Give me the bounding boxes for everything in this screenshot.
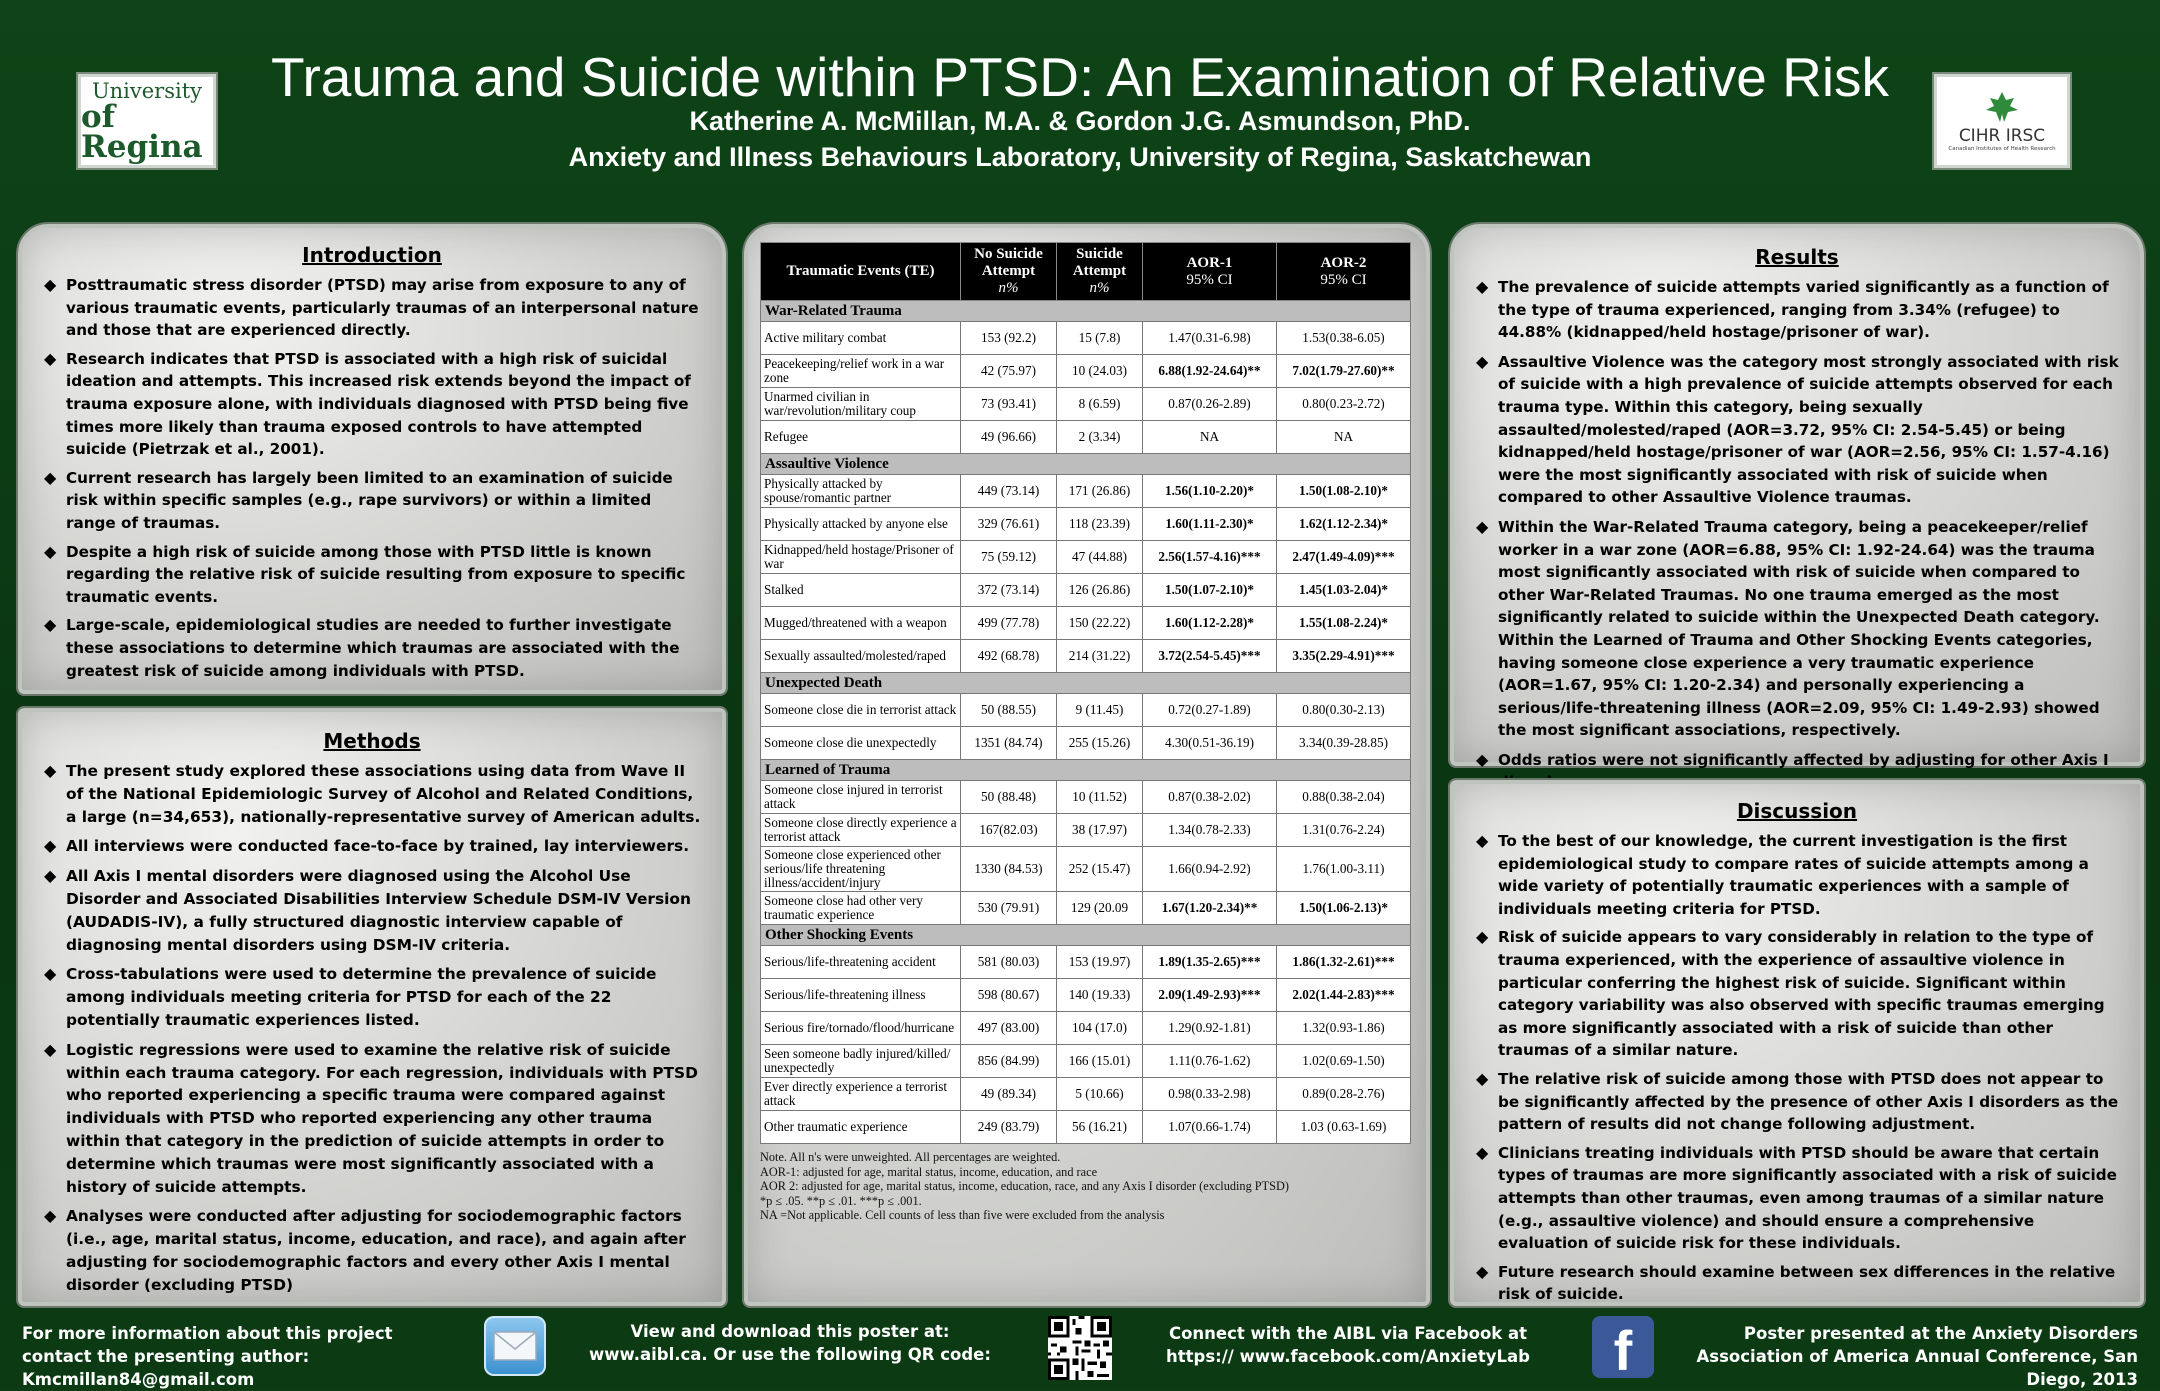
bullet-text: Research indicates that PTSD is associated with a high risk of suicidal ideation and attempts. This increased risk extends beyond the impact of trauma exposure alone, with individuals diagnosed with PTSD being five times more likely than trauma exposed controls to have attempted suicide (Pietrzak et al., 2001). xyxy=(66,349,691,459)
header-aor1-label: AOR-1 xyxy=(1186,254,1233,271)
cell-no-attempt: 329 (76.61) xyxy=(961,508,1057,541)
trauma-table xyxy=(760,242,1411,1144)
cell-aor1: 1.11(0.76-1.62) xyxy=(1143,1045,1277,1078)
cell-no-attempt: 249 (83.79) xyxy=(961,1111,1057,1144)
diamond-bullet-icon: ◆ xyxy=(44,866,57,886)
cell-aor1: 1.60(1.12-2.28)* xyxy=(1143,607,1277,640)
table-row xyxy=(761,727,1411,760)
bullet-item xyxy=(1476,1142,2120,1255)
cell-aor1: 0.87(0.38-2.02) xyxy=(1143,781,1277,814)
header-aor2-sub: 95% CI xyxy=(1320,271,1367,288)
cell-aor2: 1.45(1.03-2.04)* xyxy=(1277,574,1411,607)
cihr-logo xyxy=(1934,74,2070,168)
cell-attempt: 8 (6.59) xyxy=(1057,388,1143,421)
cell-no-attempt: 372 (73.14) xyxy=(961,574,1057,607)
footer-presented: Poster presented at the Anxiety Disorders Association of America Annual Conference, San Diego, 2013 xyxy=(1696,1324,2138,1389)
cell-te: Physically attacked by spouse/romantic partner xyxy=(761,475,961,508)
diamond-bullet-icon: ◆ xyxy=(1476,927,1489,947)
bullet-item xyxy=(44,865,702,956)
category-label: Assaultive Violence xyxy=(761,454,1411,475)
table-row xyxy=(761,508,1411,541)
cell-no-attempt: 50 (88.55) xyxy=(961,694,1057,727)
cell-aor1: 1.56(1.10-2.20)* xyxy=(1143,475,1277,508)
bullet-text: Current research has largely been limited to an examination of suicide risk within specific samples (e.g., rape survivors) or within a limited range of traumas. xyxy=(66,468,673,532)
cell-aor2: 0.80(0.23-2.72) xyxy=(1277,388,1411,421)
cell-te: Other traumatic experience xyxy=(761,1111,961,1144)
bullet-text: Logistic regressions were used to examine the relative risk of suicide within each trauma category. For each regression, individuals with PTSD who reported experiencing a specific trauma were compared against individuals with PTSD who reported experiencing any other trauma within that category in the prediction of suicide attempts in order to determine which traumas were most significantly associated with a history of suicide attempts. xyxy=(66,1040,698,1196)
cell-attempt: 5 (10.66) xyxy=(1057,1078,1143,1111)
table-row xyxy=(761,694,1411,727)
cell-no-attempt: 73 (93.41) xyxy=(961,388,1057,421)
bullet-item xyxy=(44,348,702,461)
bullet-item xyxy=(44,614,702,682)
cell-te: Physically attacked by anyone else xyxy=(761,508,961,541)
cell-aor2: 7.02(1.79-27.60)** xyxy=(1277,355,1411,388)
cell-aor1: 0.87(0.26-2.89) xyxy=(1143,388,1277,421)
cell-aor1: 1.29(0.92-1.81) xyxy=(1143,1012,1277,1045)
table-row xyxy=(761,355,1411,388)
methods-list xyxy=(22,760,722,1297)
bullet-item xyxy=(44,1039,702,1199)
cell-aor1: 1.07(0.66-1.74) xyxy=(1143,1111,1277,1144)
cell-aor2: 1.55(1.08-2.24)* xyxy=(1277,607,1411,640)
cell-te: Seen someone badly injured/killed/ unexpectedly xyxy=(761,1045,961,1078)
cell-aor1: 1.67(1.20-2.34)** xyxy=(1143,892,1277,925)
bullet-item xyxy=(1476,926,2120,1062)
leaf-icon xyxy=(1982,90,2022,124)
table-row xyxy=(761,421,1411,454)
cell-aor1: 1.50(1.07-2.10)* xyxy=(1143,574,1277,607)
cell-aor2: 1.32(0.93-1.86) xyxy=(1277,1012,1411,1045)
header-no-attempt-label: No Suicide Attempt xyxy=(974,246,1043,279)
table-row xyxy=(761,781,1411,814)
header-no-attempt-sub: n% xyxy=(998,280,1019,296)
cell-attempt: 38 (17.97) xyxy=(1057,814,1143,847)
bullet-item xyxy=(1476,1068,2120,1136)
category-label: War-Related Trauma xyxy=(761,301,1411,322)
cell-no-attempt: 49 (96.66) xyxy=(961,421,1057,454)
bullet-text: Large-scale, epidemiological studies are needed to further investigate these associations to determine which traumas are associated with the greatest risk of suicide among individuals with PTSD. xyxy=(66,616,680,680)
cell-aor1: NA xyxy=(1143,421,1277,454)
cell-attempt: 150 (22.22) xyxy=(1057,607,1143,640)
table-row xyxy=(761,388,1411,421)
discussion-list xyxy=(1454,830,2140,1306)
table-header-row xyxy=(761,243,1411,301)
header-aor1-sub: 95% CI xyxy=(1186,271,1233,288)
table-row xyxy=(761,541,1411,574)
cell-aor1: 0.72(0.27-1.89) xyxy=(1143,694,1277,727)
cell-attempt: 47 (44.88) xyxy=(1057,541,1143,574)
table-row xyxy=(761,1012,1411,1045)
cell-no-attempt: 449 (73.14) xyxy=(961,475,1057,508)
diamond-bullet-icon: ◆ xyxy=(1476,516,1489,536)
cell-te: Sexually assaulted/molested/raped xyxy=(761,640,961,673)
introduction-list xyxy=(22,274,722,682)
header-aor2 xyxy=(1277,243,1411,301)
category-row xyxy=(761,454,1411,475)
cell-aor2: 3.34(0.39-28.85) xyxy=(1277,727,1411,760)
cihr-logo-subtext: Canadian Institutes of Health Research xyxy=(1948,146,2056,152)
category-label: Unexpected Death xyxy=(761,673,1411,694)
cell-no-attempt: 598 (80.67) xyxy=(961,979,1057,1012)
diamond-bullet-icon: ◆ xyxy=(1476,1142,1489,1162)
table-row xyxy=(761,814,1411,847)
results-heading: Results xyxy=(1755,245,1839,269)
footer-contact: For more information about this project contact the presenting author: Kmcmillan84@gmail.com xyxy=(22,1324,393,1389)
bullet-text: Clinicians treating individuals with PTSD should be aware that certain types of traumas are more significantly associated with a risk of suicide attempts than other traumas, even among traumas of a similar nature (e.g., assaultive violence) and should ensure a comprehensive evaluation of suicide risk for these individuals. xyxy=(1498,1143,2117,1253)
diamond-bullet-icon: ◆ xyxy=(44,615,57,635)
cell-attempt: 15 (7.8) xyxy=(1057,322,1143,355)
cell-te: Someone close had other very traumatic experience xyxy=(761,892,961,925)
header-aor1 xyxy=(1143,243,1277,301)
cell-te: Stalked xyxy=(761,574,961,607)
cell-aor1: 1.66(0.94-2.92) xyxy=(1143,847,1277,892)
cell-attempt: 140 (19.33) xyxy=(1057,979,1143,1012)
cell-te: Someone close die in terrorist attack xyxy=(761,694,961,727)
cell-te: Active military combat xyxy=(761,322,961,355)
logo-text-line1: University xyxy=(91,79,203,103)
header-no-attempt xyxy=(961,243,1057,301)
cell-te: Someone close experienced other serious/life threatening illness/accident/injury xyxy=(761,847,961,892)
category-row xyxy=(761,760,1411,781)
cell-aor2: 0.89(0.28-2.76) xyxy=(1277,1078,1411,1111)
cell-aor1: 6.88(1.92-24.64)** xyxy=(1143,355,1277,388)
cell-te: Ever directly experience a terrorist attack xyxy=(761,1078,961,1111)
cell-attempt: 2 (3.34) xyxy=(1057,421,1143,454)
cell-aor1: 1.60(1.11-2.30)* xyxy=(1143,508,1277,541)
cell-aor2: 2.02(1.44-2.83)*** xyxy=(1277,979,1411,1012)
methods-heading: Methods xyxy=(323,729,421,753)
table-note: NA =Not applicable. Cell counts of less than five were excluded from the analysis xyxy=(760,1208,1165,1222)
bullet-item xyxy=(44,541,702,609)
diamond-bullet-icon: ◆ xyxy=(1476,1068,1489,1088)
cell-no-attempt: 530 (79.91) xyxy=(961,892,1057,925)
cell-aor2: 1.31(0.76-2.24) xyxy=(1277,814,1411,847)
cell-no-attempt: 75 (59.12) xyxy=(961,541,1057,574)
cell-aor2: 3.35(2.29-4.91)*** xyxy=(1277,640,1411,673)
cell-aor1: 1.89(1.35-2.65)*** xyxy=(1143,946,1277,979)
discussion-heading: Discussion xyxy=(1736,799,1858,823)
cell-no-attempt: 50 (88.48) xyxy=(961,781,1057,814)
diamond-bullet-icon: ◆ xyxy=(44,964,57,984)
cell-attempt: 171 (26.86) xyxy=(1057,475,1143,508)
cell-no-attempt: 499 (77.78) xyxy=(961,607,1057,640)
cell-no-attempt: 167(82.03) xyxy=(961,814,1057,847)
bullet-text: The prevalence of suicide attempts varied significantly as a function of the type of trauma experienced, ranging from 3.34% (refugee) to 44.88% (kidnapped/held hostage/prisoner of war). xyxy=(1498,278,2109,342)
bullet-text: Analyses were conducted after adjusting for sociodemographic factors (i.e., age, marital status, income, education, and race), and again after adjusting for sociodemographic factors and every other Axis I mental disorder (excluding PTSD) xyxy=(66,1207,686,1294)
bullet-text: Cross-tabulations were used to determine the prevalence of suicide among individuals meeting criteria for PTSD for each of the 22 potentially traumatic experiences listed. xyxy=(66,965,657,1029)
table-row xyxy=(761,1078,1411,1111)
cell-te: Someone close injured in terrorist attack xyxy=(761,781,961,814)
bullet-item xyxy=(44,467,702,535)
cell-attempt: 214 (31.22) xyxy=(1057,640,1143,673)
cell-aor2: 1.53(0.38-6.05) xyxy=(1277,322,1411,355)
cell-te: Serious/life-threatening illness xyxy=(761,979,961,1012)
cell-attempt: 129 (20.09 xyxy=(1057,892,1143,925)
cell-te: Peacekeeping/relief work in a war zone xyxy=(761,355,961,388)
bullet-item xyxy=(44,760,702,828)
qr-code-icon[interactable] xyxy=(1048,1316,1112,1380)
cell-attempt: 118 (23.39) xyxy=(1057,508,1143,541)
category-label: Learned of Trauma xyxy=(761,760,1411,781)
table-row xyxy=(761,607,1411,640)
table-row xyxy=(761,892,1411,925)
bullet-text: Future research should examine between sex differences in the relative risk of suicide. xyxy=(1498,1262,2116,1304)
bullet-text: The relative risk of suicide among those with PTSD does not appear to be significantly affected by the presence of other Axis I disorders as the pattern of results did not change following adjustment. xyxy=(1498,1069,2119,1134)
diamond-bullet-icon: ◆ xyxy=(1476,749,1489,769)
cell-aor1: 2.56(1.57-4.16)*** xyxy=(1143,541,1277,574)
cell-aor1: 1.47(0.31-6.98) xyxy=(1143,322,1277,355)
bullet-item xyxy=(1476,276,2120,344)
cell-aor2: 0.88(0.38-2.04) xyxy=(1277,781,1411,814)
table-notes xyxy=(760,1150,1410,1223)
bullet-item xyxy=(44,1205,702,1296)
cell-te: Someone close directly experience a terrorist attack xyxy=(761,814,961,847)
cell-te: Unarmed civilian in war/revolution/military coup xyxy=(761,388,961,421)
bullet-text: Posttraumatic stress disorder (PTSD) may arise from exposure to any of various traumatic events, particularly traumas of an interpersonal nature and those that are experienced directly. xyxy=(66,276,699,340)
trauma-table-body xyxy=(761,301,1411,1144)
bullet-text: All interviews were conducted face-to-face by trained, lay interviewers. xyxy=(66,837,690,856)
cell-te: Serious fire/tornado/flood/hurricane xyxy=(761,1012,961,1045)
table-note: AOR 2: adjusted for age, marital status, income, education, race, and any Axis I disorder (excluding PTSD) xyxy=(760,1179,1289,1193)
cell-aor2: 1.50(1.06-2.13)* xyxy=(1277,892,1411,925)
cell-aor2: 1.02(0.69-1.50) xyxy=(1277,1045,1411,1078)
bullet-item xyxy=(1476,516,2120,742)
logo-text-line2: of Regina xyxy=(81,99,203,165)
cell-aor1: 3.72(2.54-5.45)*** xyxy=(1143,640,1277,673)
results-table-panel xyxy=(744,224,1430,1306)
cell-aor2: 1.76(1.00-3.11) xyxy=(1277,847,1411,892)
table-row xyxy=(761,1045,1411,1078)
bullet-item xyxy=(1476,1261,2120,1306)
introduction-panel xyxy=(18,224,726,694)
cell-attempt: 252 (15.47) xyxy=(1057,847,1143,892)
diamond-bullet-icon: ◆ xyxy=(44,1039,57,1059)
diamond-bullet-icon: ◆ xyxy=(44,836,57,856)
cell-aor1: 0.98(0.33-2.98) xyxy=(1143,1078,1277,1111)
table-row xyxy=(761,979,1411,1012)
bullet-text: To the best of our knowledge, the current investigation is the first epidemiological study to compare rates of suicide attempts among a wide variety of potentially traumatic experiences with a sample of individuals meeting criteria for PTSD. xyxy=(1498,832,2089,918)
cell-no-attempt: 153 (92.2) xyxy=(961,322,1057,355)
diamond-bullet-icon: ◆ xyxy=(44,275,57,294)
header-aor2-label: AOR-2 xyxy=(1320,254,1367,271)
cell-aor2: 1.03 (0.63-1.69) xyxy=(1277,1111,1411,1144)
category-row xyxy=(761,673,1411,694)
cell-no-attempt: 1351 (84.74) xyxy=(961,727,1057,760)
bullet-item xyxy=(44,835,702,858)
cell-no-attempt: 856 (84.99) xyxy=(961,1045,1057,1078)
poster-affiliation: Anxiety and Illness Behaviours Laboratory, University of Regina, Saskatchewan xyxy=(568,142,1592,172)
table-note: AOR-1: adjusted for age, marital status, income, education, and race xyxy=(760,1164,1098,1179)
cell-aor2: 0.80(0.30-2.13) xyxy=(1277,694,1411,727)
cell-attempt: 104 (17.0) xyxy=(1057,1012,1143,1045)
cell-aor2: 1.50(1.08-2.10)* xyxy=(1277,475,1411,508)
table-note: *p ≤ .05. **p ≤ .01. ***p ≤ .001. xyxy=(760,1193,922,1208)
bullet-text: Odds ratios were not significantly affected by adjusting for other Axis I xyxy=(1498,750,2109,769)
diamond-bullet-icon: ◆ xyxy=(1476,831,1489,850)
bullet-item xyxy=(1476,351,2120,509)
cell-te: Serious/life-threatening accident xyxy=(761,946,961,979)
bullet-text: Despite a high risk of suicide among those with PTSD little is known regarding the relative risk of suicide resulting from exposure to specific traumatic events. xyxy=(66,542,686,606)
cihr-logo-text: CIHR IRSC xyxy=(1958,126,2046,146)
bullet-item xyxy=(1476,830,2120,920)
cell-aor1: 2.09(1.49-2.93)*** xyxy=(1143,979,1277,1012)
footer-facebook: Connect with the AIBL via Facebook at https:// www.facebook.com/AnxietyLab xyxy=(1166,1324,1530,1366)
cell-no-attempt: 49 (89.34) xyxy=(961,1078,1057,1111)
category-row xyxy=(761,925,1411,946)
cell-attempt: 56 (16.21) xyxy=(1057,1111,1143,1144)
bullet-item xyxy=(44,963,702,1031)
bullet-text: Risk of suicide appears to vary considerably in relation to the type of trauma experienced, with the experience of assaultive violence in particular conferring the highest risk of suicide. Significant within category variability was also observed with specific traumas emerging as more significantly associated with a risk of suicide than other traumas of a similar nature. xyxy=(1498,928,2105,1060)
poster-title: Trauma and Suicide within PTSD: An Examination of Relative Risk xyxy=(270,46,1890,108)
cell-no-attempt: 581 (80.03) xyxy=(961,946,1057,979)
mail-icon[interactable] xyxy=(484,1316,546,1376)
table-row xyxy=(761,1111,1411,1144)
poster-authors: Katherine A. McMillan, M.A. & Gordon J.G. Asmundson, PhD. xyxy=(689,106,1471,136)
cell-no-attempt: 42 (75.97) xyxy=(961,355,1057,388)
results-panel xyxy=(1450,224,2144,769)
cell-attempt: 255 (15.26) xyxy=(1057,727,1143,760)
cell-no-attempt: 497 (83.00) xyxy=(961,1012,1057,1045)
header-attempt-label: Suicide Attempt xyxy=(1072,246,1127,279)
university-of-regina-logo xyxy=(78,74,216,168)
table-row xyxy=(761,475,1411,508)
cell-aor2: 2.47(1.49-4.09)*** xyxy=(1277,541,1411,574)
table-note: Note. All n's were unweighted. All percentages are weighted. xyxy=(760,1150,1061,1164)
table-row xyxy=(761,322,1411,355)
header-te xyxy=(761,243,961,301)
bullet-text: Within the War-Related Trauma category, being a peacekeeper/relief worker in a war zone (AOR=6.88, 95% CI: 1.92-24.64) was the trauma most significantly associated with risk of suicide when compared to other War-Related Traumas. No one trauma emerged as the most significantly related to suicide within the Unexpected Death category. Within the Learned of Trauma and Other Shocking Events categories, having someone close experience a very traumatic experience (AOR=1.67, 95% CI: 1.20-2.34) and personally experiencing a serious/life-threatening illness (AOR=2.09, 95% CI: 1.49-2.93) showed the most significant associations, respectively. xyxy=(1498,517,2100,740)
facebook-icon[interactable]: f xyxy=(1592,1316,1654,1378)
cell-aor2: 1.62(1.12-2.34)* xyxy=(1277,508,1411,541)
cell-attempt: 166 (15.01) xyxy=(1057,1045,1143,1078)
diamond-bullet-icon: ◆ xyxy=(1476,277,1489,296)
cell-aor2: NA xyxy=(1277,421,1411,454)
cell-attempt: 9 (11.45) xyxy=(1057,694,1143,727)
header-te-label: Traumatic Events (TE) xyxy=(786,263,935,279)
bullet-text: All Axis I mental disorders were diagnosed using the Alcohol Use Disorder and Associated Disabilities Interview Schedule DSM-IV Version (AUDADIS-IV), a fully structured diagnostic interview capable of diagnosing mental disorders using DSM-IV criteria. xyxy=(66,867,691,954)
cell-aor1: 4.30(0.51-36.19) xyxy=(1143,727,1277,760)
cell-attempt: 126 (26.86) xyxy=(1057,574,1143,607)
category-label: Other Shocking Events xyxy=(761,925,1411,946)
header-attempt-sub: n% xyxy=(1089,280,1110,296)
table-row xyxy=(761,574,1411,607)
cell-te: Mugged/threatened with a weapon xyxy=(761,607,961,640)
results-list xyxy=(1454,276,2140,794)
diamond-bullet-icon: ◆ xyxy=(1476,1261,1489,1281)
diamond-bullet-icon: ◆ xyxy=(44,1206,57,1226)
diamond-bullet-icon: ◆ xyxy=(44,541,57,561)
diamond-bullet-icon: ◆ xyxy=(44,348,57,368)
footer-download: View and download this poster at: www.aibl.ca. Or use the following QR code: xyxy=(589,1322,991,1364)
diamond-bullet-icon: ◆ xyxy=(44,467,57,487)
introduction-heading: Introduction xyxy=(302,243,442,267)
cell-te: Someone close die unexpectedly xyxy=(761,727,961,760)
cell-aor2: 1.86(1.32-2.61)*** xyxy=(1277,946,1411,979)
diamond-bullet-icon: ◆ xyxy=(1476,351,1489,371)
cell-attempt: 153 (19.97) xyxy=(1057,946,1143,979)
bullet-text: The present study explored these associations using data from Wave II of the National Epidemiologic Survey of Alcohol and Related Conditions, a large (n=34,653), nationally-representative survey of American adults. xyxy=(66,762,701,826)
table-row xyxy=(761,640,1411,673)
cell-no-attempt: 1330 (84.53) xyxy=(961,847,1057,892)
cell-te: Refugee xyxy=(761,421,961,454)
methods-panel xyxy=(18,708,726,1306)
cell-te: Kidnapped/held hostage/Prisoner of war xyxy=(761,541,961,574)
discussion-panel xyxy=(1450,780,2144,1306)
diamond-bullet-icon: ◆ xyxy=(44,761,57,780)
bullet-item xyxy=(44,274,702,342)
table-row xyxy=(761,946,1411,979)
header-attempt xyxy=(1057,243,1143,301)
table-row xyxy=(761,847,1411,892)
cell-attempt: 10 (24.03) xyxy=(1057,355,1143,388)
cell-aor1: 1.34(0.78-2.33) xyxy=(1143,814,1277,847)
cell-no-attempt: 492 (68.78) xyxy=(961,640,1057,673)
bullet-text: Assaultive Violence was the category most strongly associated with risk of suicide with a high prevalence of suicide attempts observed for each trauma type. Within this category, being sexually assaulted/molested/raped (AOR=3.72, 95% CI: 2.54-5.45) or being kidnapped/held hostage/prisoner of war (AOR=2.56, 95% CI: 1.57-4.16) were the most significantly associated with risk of suicide when compared to other Assaultive Violence traumas. xyxy=(1498,352,2119,507)
category-row xyxy=(761,301,1411,322)
cell-attempt: 10 (11.52) xyxy=(1057,781,1143,814)
